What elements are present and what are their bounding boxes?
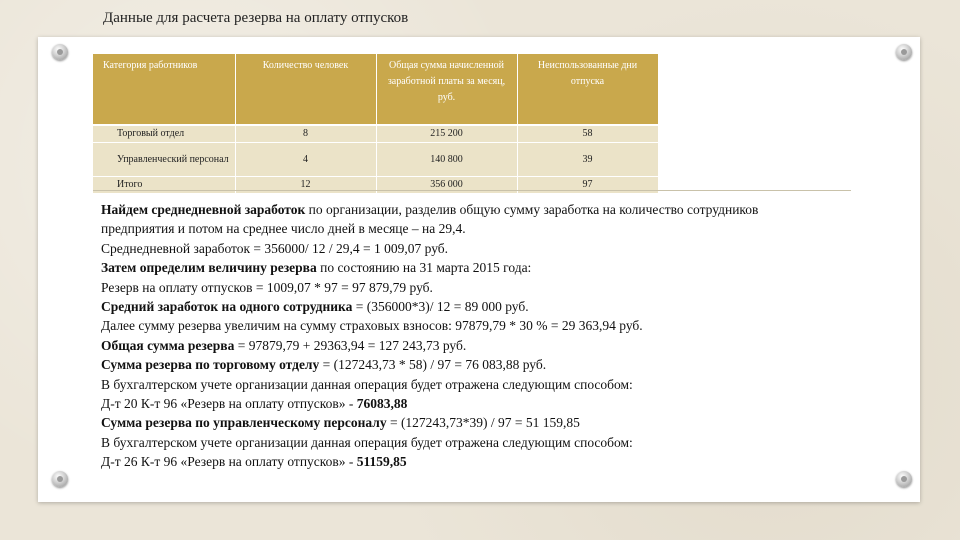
table-cell: Итого — [93, 177, 235, 194]
paragraph — [101, 355, 791, 374]
text-span: Д-т 26 К-т 96 «Резерв на оплату отпусков» - — [101, 454, 357, 470]
bold-phrase: Средний заработок на одного сотрудника — [101, 299, 353, 315]
bold-phrase: Сумма резерва по торговому отделу — [101, 357, 320, 373]
table-cell: 4 — [235, 143, 376, 177]
divider — [93, 190, 851, 191]
column-header-headcount: Количество человек — [235, 54, 376, 125]
text-span: по состоянию на 31 марта 2015 года: — [316, 260, 532, 276]
paragraph: В бухгалтерском учете организации данная операция будет отражена следующим способом: — [101, 376, 633, 392]
paragraph: В бухгалтерском учете организации данная операция будет отражена следующим способом: — [101, 434, 633, 450]
pushpin-icon — [52, 44, 68, 60]
paragraph — [101, 297, 791, 316]
table-cell: 58 — [517, 125, 658, 143]
paragraph — [101, 452, 791, 471]
text-span: = (127243,73 * 58) / 97 = 76 083,88 руб. — [319, 357, 547, 373]
table-cell: 97 — [517, 177, 658, 194]
text-span: Д-т 20 К-т 96 «Резерв на оплату отпусков» - — [101, 396, 357, 412]
pushpin-icon — [896, 471, 912, 487]
bold-phrase: Найдем среднедневной заработок — [101, 202, 306, 217]
calculation-text — [101, 200, 791, 472]
paragraph — [101, 258, 791, 277]
bold-phrase: Общая сумма резерва — [101, 337, 235, 353]
column-header-category: Категория работников — [93, 54, 235, 125]
table-cell: 356 000 — [376, 177, 517, 194]
paragraph — [101, 336, 791, 355]
paragraph — [101, 200, 791, 239]
pushpin-icon — [52, 471, 68, 487]
table-cell: 39 — [517, 143, 658, 177]
text-span: = 97879,79 + 29363,94 = 127 243,73 руб. — [234, 337, 467, 353]
table-cell: 140 800 — [376, 143, 517, 177]
vacation-reserve-table — [93, 54, 659, 194]
table-cell: 215 200 — [376, 125, 517, 143]
paragraph — [101, 413, 791, 432]
pushpin-icon — [896, 44, 912, 60]
table-row — [93, 143, 658, 177]
paragraph: Резерв на оплату отпусков = 1009,07 * 97 = 97 879,79 руб. — [101, 279, 433, 295]
paragraph: Далее сумму резерва увеличим на сумму страховых взносов: 97879,79 * 30 % = 29 363,94 руб. — [101, 318, 643, 334]
paragraph: Среднедневной заработок = 356000/ 12 / 29,4 = 1 009,07 руб. — [101, 240, 449, 256]
bold-phrase: Сумма резерва по управленческому персоналу — [101, 415, 387, 431]
table-cell: 12 — [235, 177, 376, 194]
paragraph — [101, 394, 791, 413]
table-cell: Торговый отдел — [93, 125, 235, 143]
slide-title: Данные для расчета резерва на оплату отпусков — [103, 10, 409, 26]
table-header-row — [93, 54, 658, 125]
bold-phrase: 51159,85 — [356, 454, 407, 470]
text-span: = (127243,73*39) / 97 = 51 159,85 — [386, 415, 580, 431]
text-span: = (356000*3)/ 12 = 89 000 руб. — [352, 299, 529, 315]
table-row — [93, 125, 658, 143]
column-header-salary: Общая сумма начисленной заработной платы за месяц, руб. — [376, 54, 517, 125]
bold-phrase: 76083,88 — [356, 396, 408, 412]
text-span: по организации, разделив общую сумму заработка на количество сотрудников предприятия и потом на среднее число дней в месяце – на 29,4. — [101, 202, 759, 237]
column-header-unused-days: Неиспользованные дни отпуска — [517, 54, 658, 125]
bold-phrase: Затем определим величину резерва — [101, 260, 317, 276]
table-cell: 8 — [235, 125, 376, 143]
table-cell: Управленческий персонал — [93, 143, 235, 177]
